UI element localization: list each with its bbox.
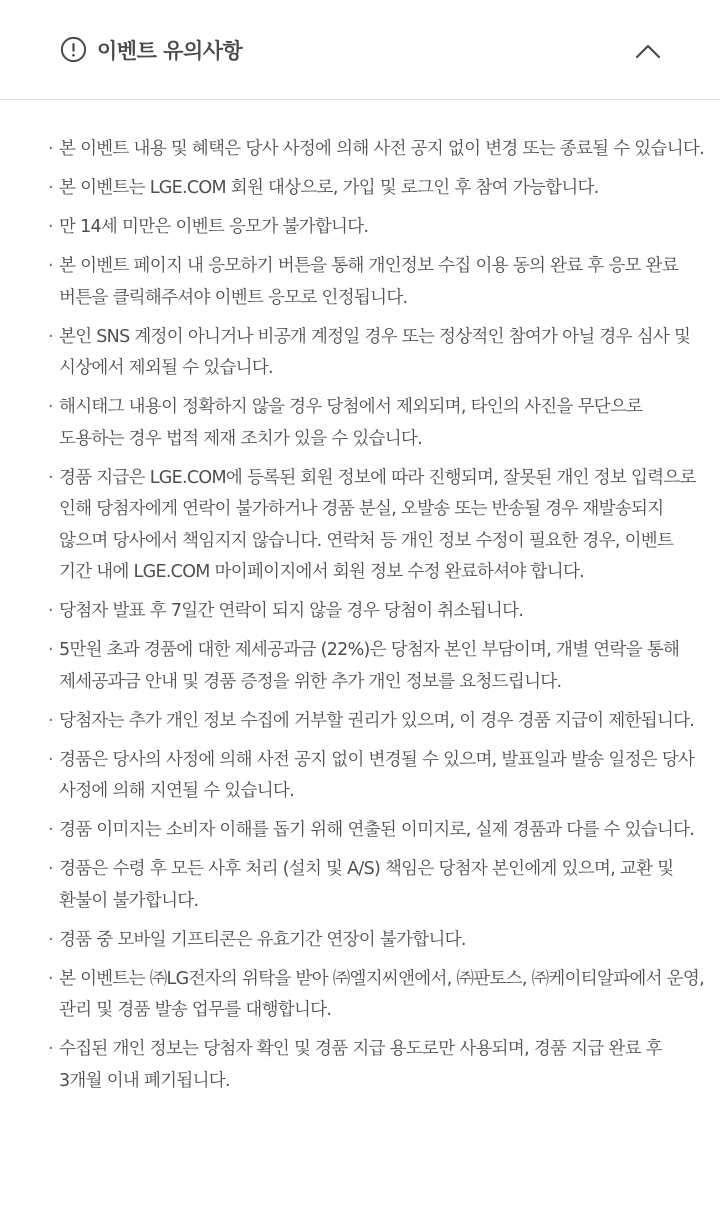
notice-item: · 경품 이미지는 소비자 이해를 돕기 위해 연출된 이미지로, 실제 경품과 다를 수 있습니다. xyxy=(48,815,708,847)
notice-item: · 본 이벤트는 LGE.COM 회원 대상으로, 가입 및 로그인 후 참여 가능합니다. xyxy=(48,173,708,205)
notice-item: · 해시태그 내용이 정확하지 않을 경우 당첨에서 제외되며, 타인의 사진을 무단으로 도용하는 경우 법적 제재 조치가 있을 수 있습니다. xyxy=(48,392,708,455)
notice-item: · 경품 중 모바일 기프티콘은 유효기간 연장이 불가합니다. xyxy=(48,925,708,957)
notice-content xyxy=(0,100,720,1097)
notice-item: · 5만원 초과 경품에 대한 제세공과금 (22%)은 당첨자 본인 부담이며, 개별 연락을 통해 제세공과금 안내 및 경품 증정을 위한 추가 개인 정보를 요청드립니다. xyxy=(48,635,708,698)
notice-item: · 당첨자 발표 후 7일간 연락이 되지 않을 경우 당첨이 취소됩니다. xyxy=(48,596,708,628)
notice-title: 이벤트 유의사항 xyxy=(97,38,243,63)
notice-item: · 수집된 개인 정보는 당첨자 확인 및 경품 지급 용도로만 사용되며, 경품 지급 완료 후 3개월 이내 폐기됩니다. xyxy=(48,1034,708,1097)
notice-list xyxy=(48,134,708,1097)
notice-item: · 경품은 당사의 사정에 의해 사전 공지 없이 변경될 수 있으며, 발표일과 발송 일정은 당사 사정에 의해 지연될 수 있습니다. xyxy=(48,745,708,808)
notice-item: · 당첨자는 추가 개인 정보 수집에 거부할 권리가 있으며, 이 경우 경품 지급이 제한됩니다. xyxy=(48,706,708,738)
notice-item: · 경품은 수령 후 모든 사후 처리 (설치 및 A/S) 책임은 당첨자 본인에게 있으며, 교환 및 환불이 불가합니다. xyxy=(48,854,708,917)
notice-item: · 본 이벤트는 ㈜LG전자의 위탁을 받아 ㈜엘지씨앤에서, ㈜판토스, ㈜케이티알파에서 운영, 관리 및 경품 발송 업무를 대행합니다. xyxy=(48,964,708,1027)
notice-accordion-header[interactable] xyxy=(0,0,720,100)
notice-item: · 본 이벤트 내용 및 혜택은 당사 사정에 의해 사전 공지 없이 변경 또는 종료될 수 있습니다. xyxy=(48,134,708,166)
exclamation-circle-icon xyxy=(60,36,87,63)
notice-item: · 본 이벤트 페이지 내 응모하기 버튼을 통해 개인정보 수집 이용 동의 완료 후 응모 완료 버튼을 클릭해주셔야 이벤트 응모로 인정됩니다. xyxy=(48,251,708,314)
notice-item: · 만 14세 미만은 이벤트 응모가 불가합니다. xyxy=(48,212,708,244)
notice-item: · 경품 지급은 LGE.COM에 등록된 회원 정보에 따라 진행되며, 잘못된 개인 정보 입력으로 인해 당첨자에게 연락이 불가하거나 경품 분실, 오발송 또는 반송될 경우 재발송되지 않으며 당사에서 책임지지 않습니다. 연락처 등 개인 정보 수정이 필요한 경우, 이벤트 기간 내에 LGE.COM 마이페이지에서 회원 정보 수정 완료하셔야 합니다. xyxy=(48,463,708,589)
chevron-up-icon[interactable] xyxy=(634,37,662,65)
notice-item: · 본인 SNS 계정이 아니거나 비공개 계정일 경우 또는 정상적인 참여가 아닐 경우 심사 및 시상에서 제외될 수 있습니다. xyxy=(48,322,708,385)
